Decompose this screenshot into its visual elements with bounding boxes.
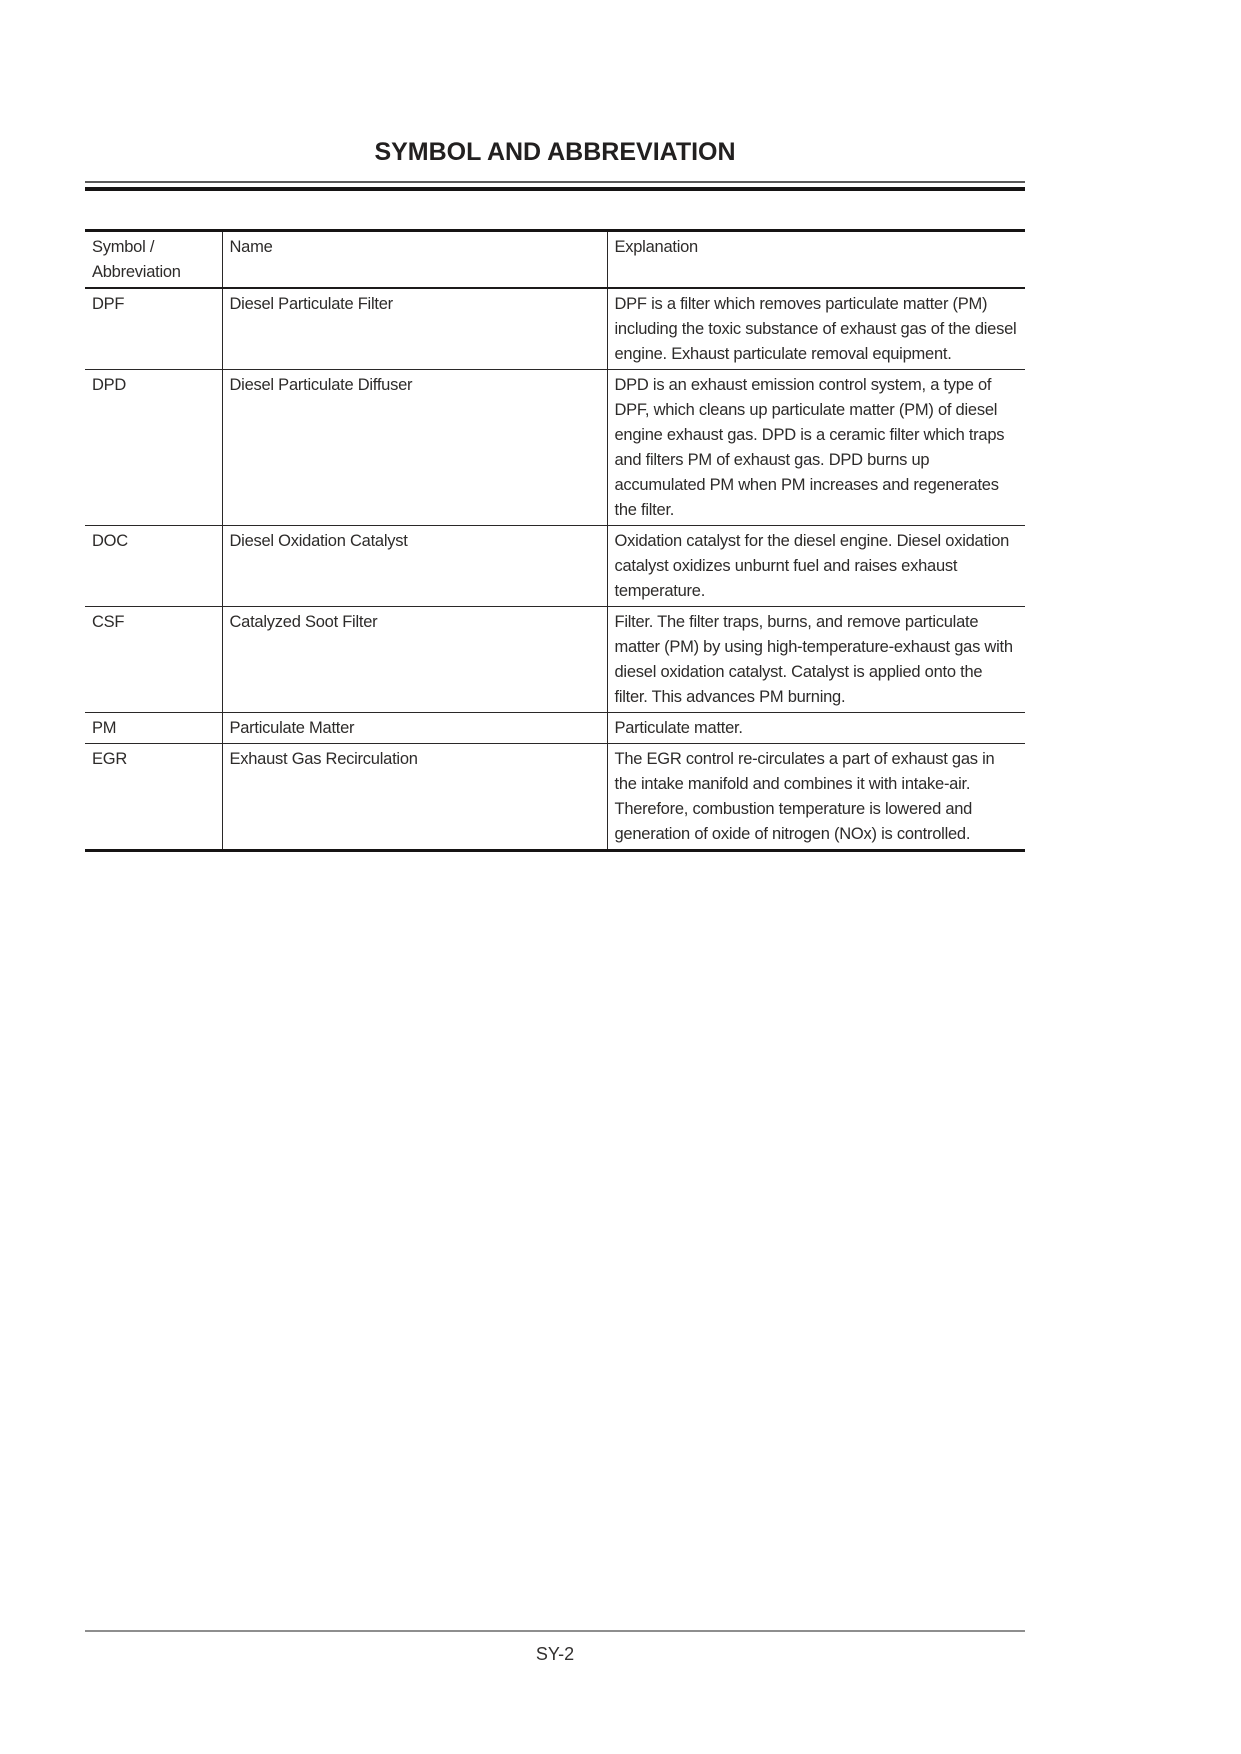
name-cell: Diesel Particulate Diffuser [222,370,607,526]
page-title: SYMBOL AND ABBREVIATION [374,138,736,166]
name-cell: Particulate Matter [222,713,607,744]
footer-divider [85,1630,1025,1632]
table-row [85,526,1025,607]
column-header-explanation: Explanation [607,231,1025,289]
name-cell: Exhaust Gas Recirculation [222,744,607,851]
name-cell: Diesel Oxidation Catalyst [222,526,607,607]
table-row [85,713,1025,744]
column-header-name: Name [222,231,607,289]
explanation-cell: Particulate matter. [607,713,1025,744]
symbol-cell: DOC [85,526,222,607]
name-cell: Diesel Particulate Filter [222,288,607,370]
explanation-cell: DPD is an exhaust emission control system, a type of DPF, which cleans up particulate matter (PM) of diesel engine exhaust gas. DPD is a ceramic filter which traps and filters PM of exhaust gas. DPD burns up accumulated PM when PM increases and regenerates the filter. [607,370,1025,526]
symbol-cell: CSF [85,607,222,713]
symbol-cell: PM [85,713,222,744]
explanation-cell: The EGR control re-circulates a part of exhaust gas in the intake manifold and combines it with intake-air. Therefore, combustion temperature is lowered and generation of oxide of nitrogen (NOx) is controlled. [607,744,1025,851]
symbol-cell: EGR [85,744,222,851]
title-divider-thick [85,187,1025,191]
explanation-cell: DPF is a filter which removes particulate matter (PM) including the toxic substance of exhaust gas of the diesel engine. Exhaust particulate removal equipment. [607,288,1025,370]
title-divider-thin [85,181,1025,183]
symbol-cell: DPD [85,370,222,526]
explanation-cell: Filter. The filter traps, burns, and remove particulate matter (PM) by using high-temperature-exhaust gas with diesel oxidation catalyst. Catalyst is applied onto the filter. This advances PM burning. [607,607,1025,713]
page-number: SY-2 [535,1644,575,1664]
explanation-cell: Oxidation catalyst for the diesel engine. Diesel oxidation catalyst oxidizes unburnt fuel and raises exhaust temperature. [607,526,1025,607]
name-cell: Catalyzed Soot Filter [222,607,607,713]
table-row [85,607,1025,713]
table-header-row [85,231,1025,289]
table-row [85,288,1025,370]
symbol-abbreviation-table [85,229,1025,852]
column-header-symbol: Symbol / Abbreviation [85,231,222,289]
table-row [85,370,1025,526]
symbol-cell: DPF [85,288,222,370]
table-row [85,744,1025,851]
